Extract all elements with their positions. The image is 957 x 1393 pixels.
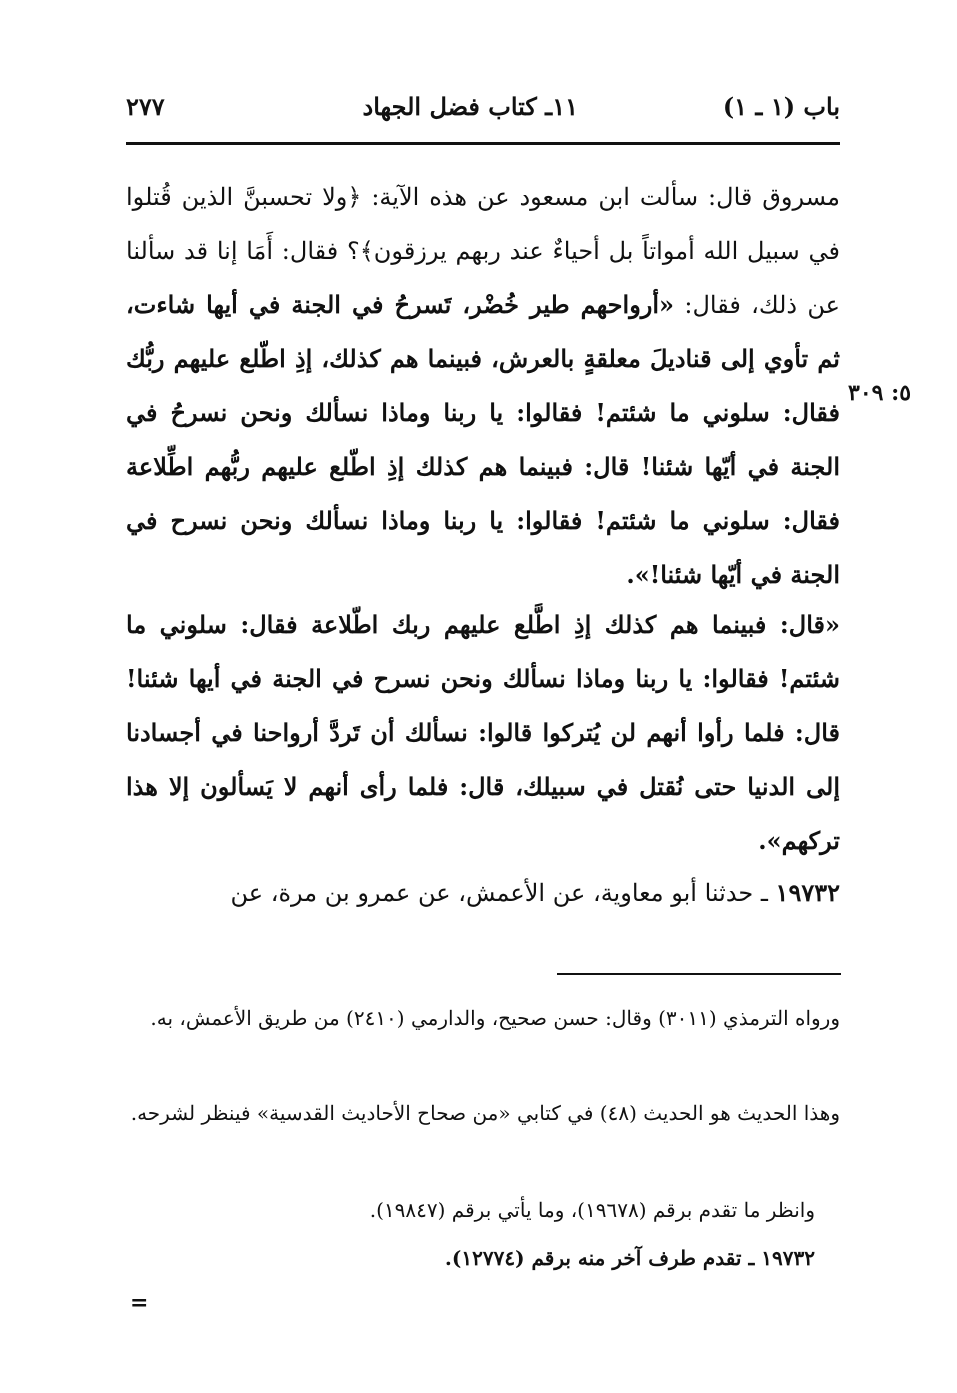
hadith-paragraph-2: «قال: فبينما هم كذلك إذِ اطَّلع عليهم ربك اطّلاعة فقال: سلوني ما شئتم! فقالوا: يا ربنا وماذا نسألك ونحن نسرح في الجنة في أيها شئنا! قال: فلما رأوا أنهم لن يُتركوا قالوا: نسألك أن تَردَّ أرواحنا في أجسادنا إلى الدنيا حتى نُقتل في سبيلك، قال: فلما رأى أنهم لا يَسألون إلا هذا تركهم». xyxy=(126,610,840,855)
page-number: ٢٧٧ xyxy=(126,92,165,121)
margin-reference: ٥: ٣٠٩ xyxy=(848,380,912,406)
footnote-number: ١٩٧٣٢ xyxy=(761,1246,815,1270)
hadith-chain: ـ حدثنا أبو معاوية، عن الأعمش، عن عمرو بن مرة، عن xyxy=(230,879,776,907)
page-header xyxy=(126,92,840,132)
footnote-3: وانظر ما تقدم برقم (١٩٦٧٨)، وما يأتي برقم (١٩٨٤٧). xyxy=(369,1198,815,1222)
hadith-paragraph-3 xyxy=(126,866,840,920)
hadith-number: ١٩٧٣٢ xyxy=(775,878,840,907)
hadith-quote: «أرواحهم طير خُضْر، تَسرحُ في الجنة في أيها شاءت، ثم تأوي إلى قناديلَ معلقةٍ بالعرش، فبينما هم كذلك، إذِ اطّلع عليهم ربُّك فقال: سلوني ما شئتم! فقالوا: يا ربنا وماذا نسألك ونحن نسرحُ في الجنة في أيّها شئنا! قال: فبينما هم كذلك إذِ اطّلع عليهم ربُّهم اطِّلاعة فقال: سلوني ما شئتم! فقالوا: يا ربنا وماذا نسألك ونحن نسرح في الجنة في أيّها شئنا!». xyxy=(126,290,841,589)
hadith-paragraph-1 xyxy=(126,170,840,602)
footnote-4-text: ـ تقدم طرف آخر منه برقم (١٢٧٧٤). xyxy=(444,1246,762,1270)
hadith-intro: مسروق قال: سألت ابن مسعود عن هذه الآية: ﴿ولا تحسبنَّ الذين قُتلوا في سبيل الله أمواتاً بل أحياءٌ عند ربهم يرزقون﴾؟ فقال: أَمَا إنا قد سألنا عن ذلك، فقال: xyxy=(126,183,840,319)
footnote-4 xyxy=(445,1238,815,1278)
footnote-1: ورواه الترمذي (٣٠١١) وقال: حسن صحيح، والدارمي (٢٤١٠) من طريق الأعمش، به. xyxy=(150,1006,840,1030)
book-title: ١١ـ كتاب فضل الجهاد xyxy=(362,92,578,121)
continuation-mark: = xyxy=(130,1290,149,1316)
footnote-rule xyxy=(557,973,841,975)
header-rule xyxy=(126,142,840,145)
chapter-heading: باب (١ ـ ١) xyxy=(722,92,840,121)
footnote-2: وهذا الحديث هو الحديث (٤٨) في كتابي «من صحاح الأحاديث القدسية» فينظر لشرحه. xyxy=(130,1101,840,1125)
